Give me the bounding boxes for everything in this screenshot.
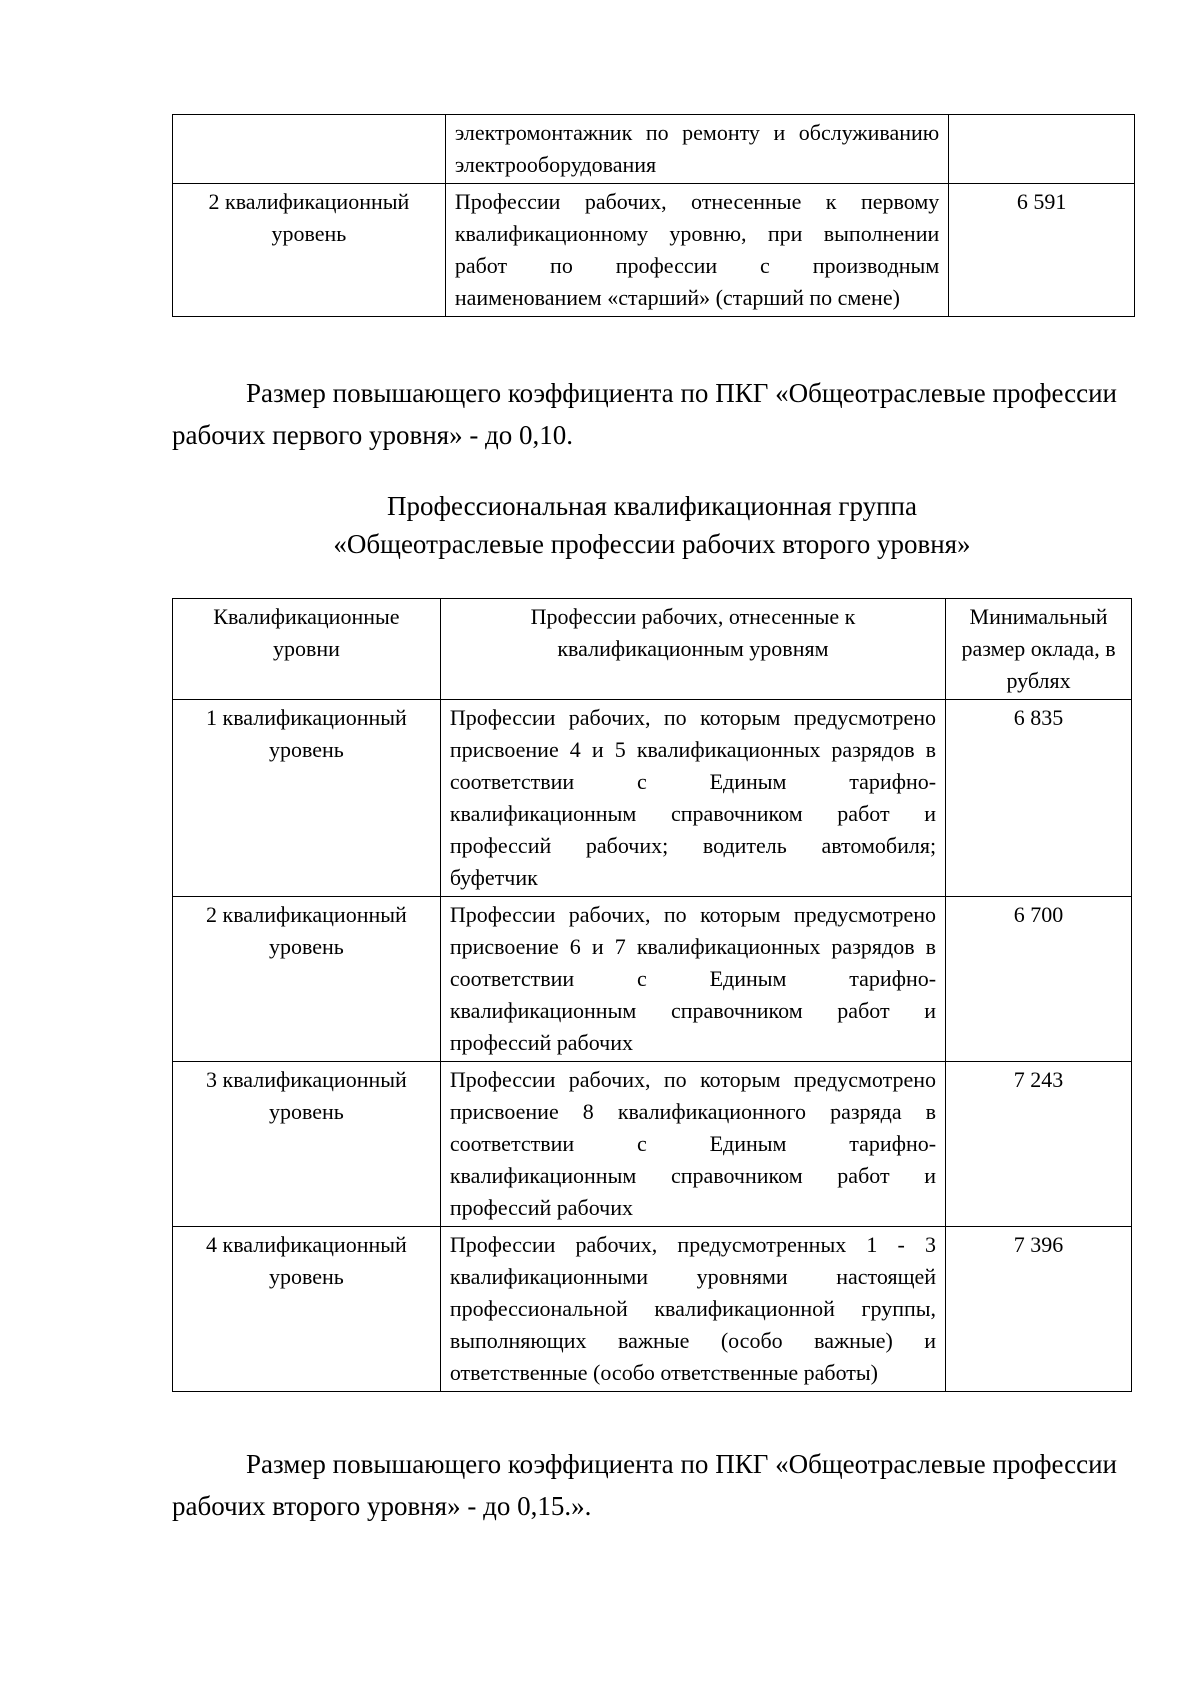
salary-table	[172, 598, 1132, 1392]
table-continuation	[172, 114, 1135, 317]
coefficient-paragraph-1: Размер повышающего коэффициента по ПКГ «Общеотраслевые профессии рабочих первого уровня» - до 0,10.	[172, 378, 1117, 450]
salary-cell	[949, 115, 1135, 184]
header-level: Квалификационные уровни	[173, 599, 441, 700]
level-cell: 4 квалификационный уровень	[173, 1227, 441, 1392]
table-row	[173, 897, 1132, 1062]
table-row	[173, 115, 1135, 184]
professions-cell: Профессии рабочих, отнесенные к первому квалификационному уровню, при выполнении работ по профессии с производным наименованием «старший» (старший по смене)	[445, 184, 948, 317]
salary-cell: 7 243	[946, 1062, 1132, 1227]
coefficient-paragraph-2: Размер повышающего коэффициента по ПКГ «Общеотраслевые профессии рабочих второго уровня» - до 0,15.».	[172, 1449, 1117, 1521]
professions-cell: Профессии рабочих, по которым предусмотрено присвоение 6 и 7 квалификационных разрядов в соответствии с Единым тарифно-квалификационным справочником работ и профессий рабочих	[440, 897, 945, 1062]
professions-cell: электромонтажник по ремонту и обслуживанию электрооборудования	[445, 115, 948, 184]
professions-cell: Профессии рабочих, по которым предусмотрено присвоение 8 квалификационного разряда в соответствии с Единым тарифно-квалификационным справочником работ и профессий рабочих	[440, 1062, 945, 1227]
table-row	[173, 700, 1132, 897]
table-row	[173, 1227, 1132, 1392]
table-row	[173, 1062, 1132, 1227]
table-header-row	[173, 599, 1132, 700]
salary-cell: 7 396	[946, 1227, 1132, 1392]
level-cell: 2 квалификационный уровень	[173, 897, 441, 1062]
group-caption	[172, 487, 1132, 563]
level-cell: 3 квалификационный уровень	[173, 1062, 441, 1227]
professions-cell: Профессии рабочих, по которым предусмотрено присвоение 4 и 5 квалификационных разрядов в соответствии с Единым тарифно-квалификационным справочником работ и профессий рабочих; водитель автомобиля; буфетчик	[440, 700, 945, 897]
caption-line-1: Профессиональная квалификационная группа	[387, 491, 917, 521]
level-cell	[173, 115, 446, 184]
level-cell: 2 квалификационный уровень	[173, 184, 446, 317]
header-professions: Профессии рабочих, отнесенные к квалификационным уровням	[440, 599, 945, 700]
salary-cell: 6 700	[946, 897, 1132, 1062]
header-salary: Минимальный размер оклада, в рублях	[946, 599, 1132, 700]
caption-line-2: «Общеотраслевые профессии рабочих второго уровня»	[333, 529, 971, 559]
salary-cell: 6 591	[949, 184, 1135, 317]
level-cell: 1 квалификационный уровень	[173, 700, 441, 897]
salary-cell: 6 835	[946, 700, 1132, 897]
professions-cell: Профессии рабочих, предусмотренных 1 - 3 квалификационными уровнями настоящей профессиональной квалификационной группы, выполняющих важные (особо важные) и ответственные (особо ответственные работы)	[440, 1227, 945, 1392]
table-row	[173, 184, 1135, 317]
